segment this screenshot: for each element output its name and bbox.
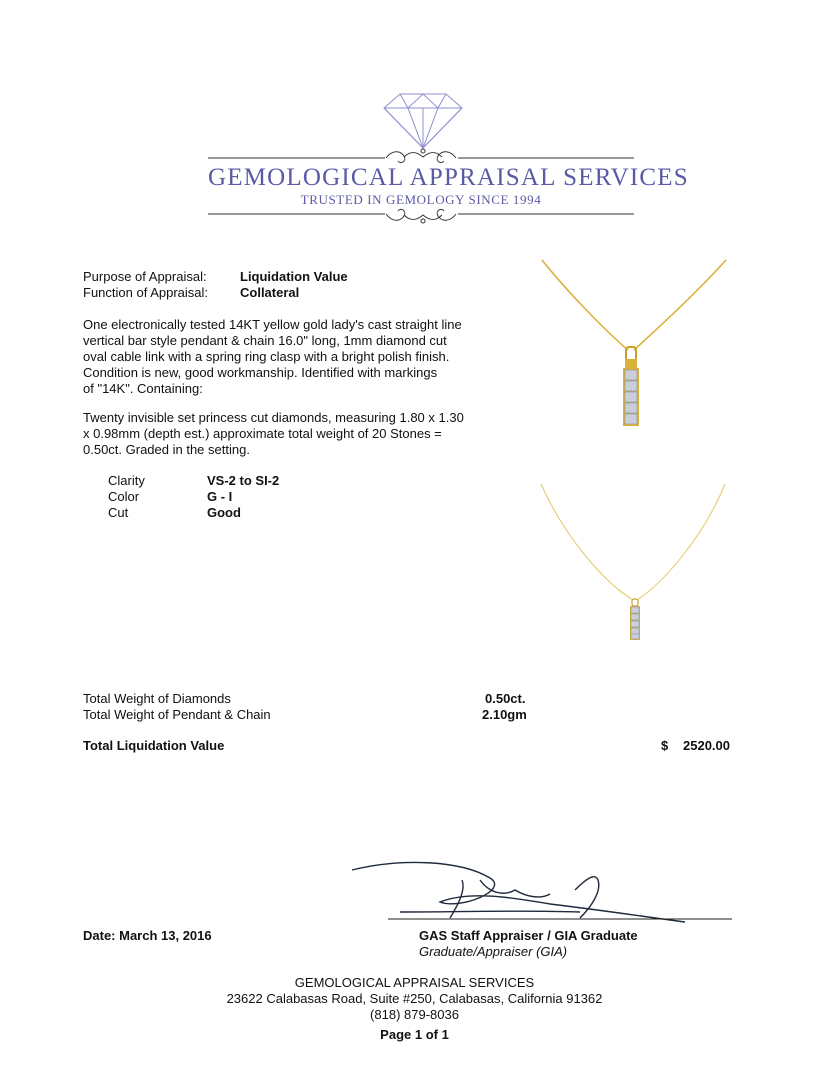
- liquidation-value: 2520.00: [683, 738, 730, 753]
- purpose-label: Purpose of Appraisal:: [83, 269, 207, 284]
- description-line: oval cable link with a spring ring clasp with a bright polish finish.: [83, 349, 450, 364]
- item-description: [83, 317, 462, 397]
- diamond-weight-value: 0.50ct.: [485, 691, 526, 706]
- clarity-value: VS-2 to SI-2: [207, 473, 280, 488]
- appraiser-subtitle: Graduate/Appraiser (GIA): [419, 944, 568, 959]
- description-line: Condition is new, good workmanship. Identified with markings: [83, 365, 438, 380]
- currency-symbol: $: [661, 738, 669, 753]
- function-label: Function of Appraisal:: [83, 285, 209, 300]
- footer-company: GEMOLOGICAL APPRAISAL SERVICES: [294, 975, 535, 990]
- diamond-line: Twenty invisible set princess cut diamonds, measuring 1.80 x 1.30: [83, 410, 464, 425]
- cut-label: Cut: [108, 505, 129, 520]
- company-tagline: TRUSTED IN GEMOLOGY SINCE 1994: [300, 192, 542, 207]
- diamond-description: [83, 410, 464, 458]
- appraisal-date: Date: March 13, 2016: [83, 928, 212, 943]
- clarity-label: Clarity: [108, 473, 145, 488]
- diamond-line: 0.50ct. Graded in the setting.: [83, 442, 250, 457]
- pendant-photo-closeup: [530, 255, 730, 435]
- description-line: One electronically tested 14KT yellow gold lady's cast straight line: [83, 317, 462, 332]
- page-number: Page 1 of 1: [380, 1027, 449, 1042]
- color-label: Color: [108, 489, 140, 504]
- diamond-weight-label: Total Weight of Diamonds: [83, 691, 231, 706]
- item-weight-value: 2.10gm: [482, 707, 527, 722]
- appraiser-signature: [340, 850, 740, 930]
- pendant-photo-full: [535, 478, 735, 648]
- purpose-value: Liquidation Value: [240, 269, 348, 284]
- diamond-logo-icon: [384, 94, 462, 148]
- diamond-line: x 0.98mm (depth est.) approximate total weight of 20 Stones =: [83, 426, 442, 441]
- footer-address: 23622 Calabasas Road, Suite #250, Calabasas, California 91362: [226, 991, 603, 1006]
- scroll-ornament-icon: [386, 149, 456, 163]
- appraiser-title: GAS Staff Appraiser / GIA Graduate: [419, 928, 638, 943]
- description-line: of "14K". Containing:: [83, 381, 203, 396]
- scroll-ornament-icon: [386, 209, 456, 223]
- liquidation-label: Total Liquidation Value: [83, 738, 225, 753]
- footer-phone: (818) 879-8036: [370, 1007, 459, 1022]
- function-value: Collateral: [240, 285, 300, 300]
- cut-value: Good: [207, 505, 241, 520]
- color-value: G - I: [207, 489, 233, 504]
- item-weight-label: Total Weight of Pendant & Chain: [83, 707, 271, 722]
- description-line: vertical bar style pendant & chain 16.0" long, 1mm diamond cut: [83, 333, 447, 348]
- company-name: GEMOLOGICAL APPRAISAL SERVICES: [208, 164, 689, 191]
